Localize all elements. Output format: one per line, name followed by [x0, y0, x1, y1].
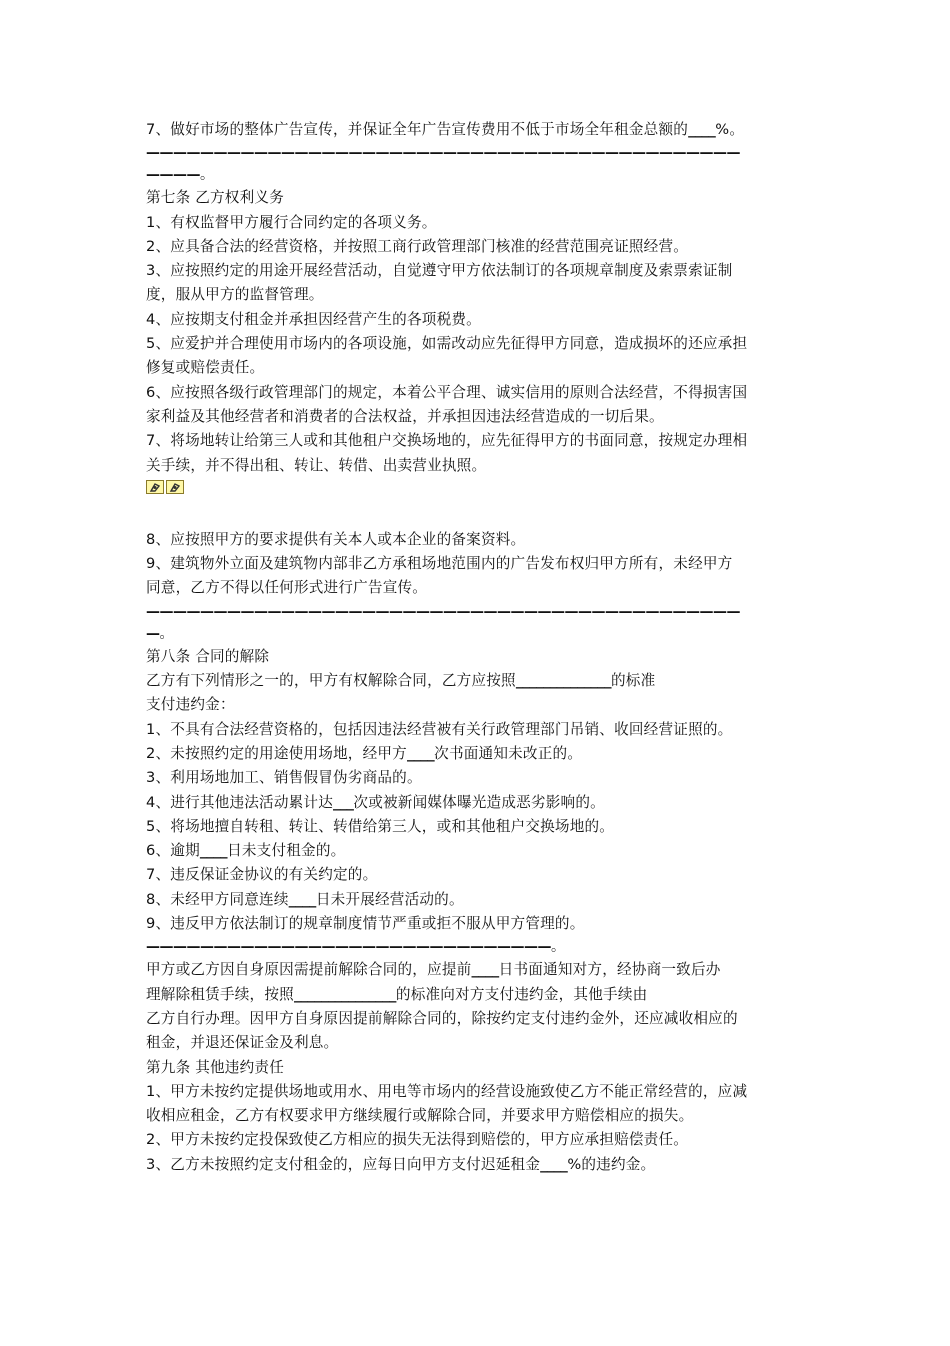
clause: 7、将场地转让给第三人或和其他租户交换场地的，应先征得甲方的书面同意，按规定办理相	[146, 432, 748, 450]
blank-field: ______________	[515, 672, 612, 690]
clause: 乙方有下列情形之一的，甲方有权解除合同，乙方应按照______________的标准	[146, 672, 656, 690]
clause: 2、甲方未按约定投保致使乙方相应的损失无法得到赔偿的，甲方应承担赔偿责任。	[146, 1131, 689, 1149]
clause: 5、将场地擅自转租、转让、转借给第三人，或和其他租户交换场地的。	[146, 817, 615, 835]
clause: 5、应爱护并合理使用市场内的各项设施，如需改动应先征得甲方同意，造成损坏的还应承担	[146, 335, 748, 353]
clause: 修复或赔偿责任。	[146, 359, 265, 377]
clause: 支付违约金：	[146, 696, 235, 714]
clause: 3、利用场地加工、销售假冒伪劣商品的。	[146, 769, 422, 787]
clause: 1、不具有合法经营资格的，包括因违法经营被有关行政管理部门吊销、收回经营证照的。	[146, 720, 733, 738]
clause: 8、未经甲方同意连续____日未开展经营活动的。	[146, 890, 464, 908]
clause: 度，服从甲方的监督管理。	[146, 286, 324, 304]
blank-field: ____	[288, 890, 316, 908]
blank-field: ____	[471, 961, 499, 979]
fill-line: ——————————————————————————————。	[146, 939, 565, 956]
fill-line: ————————————————————————————————————————————	[146, 145, 740, 162]
blank-field: ____	[540, 1155, 568, 1173]
fill-line: ————。	[146, 167, 214, 184]
section-title: 第九条 其他违约责任	[146, 1058, 284, 1076]
s6-item-7: 7、做好市场的整体广告宣传，并保证全年广告宣传费用不低于市场全年租金总额的____%。	[146, 121, 745, 138]
link-icon[interactable]	[146, 480, 164, 494]
clause: 家利益及其他经营者和消费者的合法权益，并承担因违法经营造成的一切后果。	[146, 407, 664, 425]
clause: 2、未按照约定的用途使用场地，经甲方____次书面通知未改正的。	[146, 744, 583, 762]
blank-field: _______________	[293, 985, 396, 1003]
clause: 乙方自行办理。因甲方自身原因提前解除合同的，除按约定支付违约金外，还应减收相应的	[146, 1009, 738, 1027]
section-title: 第八条 合同的解除	[146, 647, 270, 665]
blank-field: ____	[199, 842, 228, 860]
clause: 同意，乙方不得以任何形式进行广告宣传。	[146, 579, 428, 597]
blank-field: ____	[406, 744, 435, 762]
clause: 3、应按照约定的用途开展经营活动，自觉遵守甲方依法制订的各项规章制度及索票索证制	[146, 262, 733, 280]
clause: 7、违反保证金协议的有关约定的。	[146, 866, 378, 884]
contract-page	[146, 118, 826, 1177]
link-icon[interactable]	[166, 480, 184, 494]
clause: 收相应租金，乙方有权要求甲方继续履行或解除合同，并要求甲方赔偿相应的损失。	[146, 1107, 694, 1125]
embedded-link-icons	[146, 478, 826, 502]
clause: 9、违反甲方依法制订的规章制度情节严重或拒不服从甲方管理的。	[146, 915, 585, 933]
clause: 8、应按照甲方的要求提供有关本人或本企业的备案资料。	[146, 530, 526, 548]
clause: 甲方或乙方因自身原因需提前解除合同的，应提前____日书面通知对方，经协商一致后办	[146, 961, 721, 979]
clause: 3、乙方未按照约定支付租金的，应每日向甲方支付迟延租金____%的违约金。	[146, 1155, 656, 1173]
clause: 租金，并退还保证金及利息。	[146, 1034, 339, 1052]
clause: 6、应按照各级行政管理部门的规定，本着公平合理、诚实信用的原则合法经营，不得损害国	[146, 383, 748, 401]
clause: 9、建筑物外立面及建筑物内部非乙方承租场地范围内的广告发布权归甲方所有，未经甲方	[146, 555, 733, 573]
fill-line: —。	[146, 625, 173, 642]
section-title: 第七条 乙方权利义务	[146, 189, 284, 207]
blank-field: ___	[333, 793, 354, 811]
clause: 1、有权监督甲方履行合同约定的各项义务。	[146, 213, 437, 231]
clause: 1、甲方未按约定提供场地或用水、用电等市场内的经营设施致使乙方不能正常经营的，应减	[146, 1082, 748, 1100]
clause: 理解除租赁手续，按照_______________的标准向对方支付违约金，其他手续由	[146, 985, 648, 1003]
clause: 4、进行其他违法活动累计达___次或被新闻媒体曝光造成恶劣影响的。	[146, 793, 605, 811]
blank-field: ____	[688, 121, 716, 138]
clause: 2、应具备合法的经营资格，并按照工商行政管理部门核准的经营范围亮证照经营。	[146, 237, 689, 255]
clause: 6、逾期____日未支付租金的。	[146, 842, 346, 860]
clause: 关手续，并不得出租、转让、转借、出卖营业执照。	[146, 456, 487, 474]
clause: 4、应按期支付租金并承担因经营产生的各项税费。	[146, 310, 481, 328]
fill-line: ————————————————————————————————————————————	[146, 603, 740, 620]
